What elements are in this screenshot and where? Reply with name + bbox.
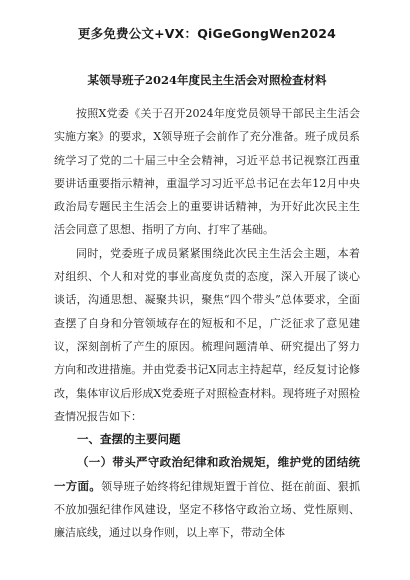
subsection-body: 领导班子始终将纪律规矩置于首位、挺在前面、狠抓不放加强纪律作风建设，坚定不移恪守政治立场、党性原则、廉洁底线，通过以身作则，以上率下，带动全体 (54, 479, 360, 540)
section-heading: 一、查摆的主要问题 (77, 432, 181, 447)
paragraph-preparation: 同时，党委班子成员紧紧围绕此次民主生活会主题，本着对组织、个人和对党的事业高度负责的态度，深入开展了谈心谈话，沟通思想、凝聚共识，聚焦“四个带头”总体要求，全面查摆了自身和分管领域存在的短板和不足，广泛征求了意见建议，深刻剖析了产生的原因。梳理问题清单、研究提出了努力方向和改进措施。并由党委书记X同志主持起草，经反复讨论修改，集体审议后形成X党委班子对照检查材料。现将班子对照检查情况报告如下： (54, 246, 360, 423)
header-watermark-text: 更多免费公文+VX：QiGeGongWen2024 (77, 26, 337, 41)
subsection-paragraph (54, 451, 360, 544)
subsection-heading: （一）带头严守政治纪律和政治规矩，维护党的团结统一方面。 (54, 455, 360, 493)
document-title: 某领导班子2024年度民主生活会对照检查材料 (87, 73, 327, 87)
paragraph-intro: 按照X党委《关于召开2024年度党员领导干部民主生活会实施方案》的要求，X领导班子会前作了充分准备。班子成员系统学习了党的二十届三中全会精神，习近平总书记视察江西重要讲话重要指示精神，重温学习习近平总书记在去年12月中央政治局专题民主生活会上的重要讲话精神，为开好此次民主生活会同意了思想、指明了方向、打牢了基础。 (54, 107, 360, 237)
